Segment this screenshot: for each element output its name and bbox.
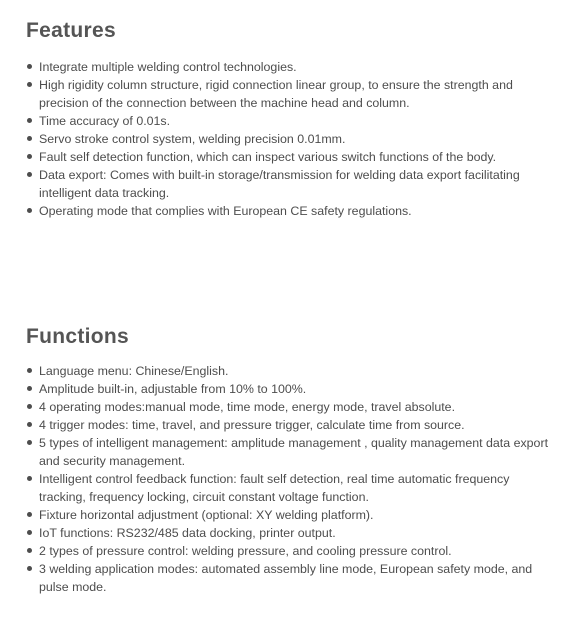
bullet-icon (27, 512, 32, 517)
function-text: 5 types of intelligent management: amplitude management , quality management data export and security management. (39, 436, 549, 468)
feature-item (26, 112, 556, 130)
bullet-icon (27, 64, 32, 69)
bullet-icon (27, 118, 32, 123)
function-text: Intelligent control feedback function: fault self detection, real time automatic frequency tracking, frequency locking, circuit constant voltage function. (39, 472, 510, 504)
function-text: 4 trigger modes: time, travel, and pressure trigger, calculate time from source. (39, 418, 465, 432)
feature-text: Operating mode that complies with European CE safety regulations. (39, 204, 412, 218)
function-text: Fixture horizontal adjustment (optional: XY welding platform). (39, 508, 374, 522)
function-item (26, 380, 556, 398)
feature-item (26, 130, 556, 148)
function-text: Language menu: Chinese/English. (39, 364, 229, 378)
bullet-icon (27, 530, 32, 535)
functions-section (26, 324, 556, 596)
feature-text: Fault self detection function, which can inspect various switch functions of the body. (39, 150, 497, 164)
function-item (26, 362, 556, 380)
functions-title: Functions (26, 325, 130, 348)
feature-item (26, 202, 556, 220)
feature-text: High rigidity column structure, rigid connection linear group, to ensure the strength and precision of the connection between the machine head and column. (39, 78, 513, 110)
function-text: 2 types of pressure control: welding pressure, and cooling pressure control. (39, 544, 452, 558)
feature-item (26, 58, 556, 76)
function-text: 4 operating modes:manual mode, time mode, energy mode, travel absolute. (39, 400, 456, 414)
function-item (26, 524, 556, 542)
function-text: Amplitude built-in, adjustable from 10% to 100%. (39, 382, 307, 396)
feature-item (26, 76, 556, 112)
features-section (26, 18, 556, 220)
feature-text: Time accuracy of 0.01s. (39, 114, 171, 128)
bullet-icon (27, 82, 32, 87)
function-item (26, 434, 556, 470)
bullet-icon (27, 208, 32, 213)
bullet-icon (27, 154, 32, 159)
bullet-icon (27, 386, 32, 391)
feature-item (26, 166, 556, 202)
features-title: Features (26, 19, 116, 42)
feature-text: Integrate multiple welding control technologies. (39, 60, 297, 74)
bullet-icon (27, 404, 32, 409)
function-item (26, 398, 556, 416)
bullet-icon (27, 172, 32, 177)
function-item (26, 506, 556, 524)
feature-text: Data export: Comes with built-in storage/transmission for welding data export facilitating intelligent data tracking. (39, 168, 520, 200)
functions-list (26, 362, 556, 596)
bullet-icon (27, 422, 32, 427)
bullet-icon (27, 440, 32, 445)
bullet-icon (27, 368, 32, 373)
bullet-icon (27, 476, 32, 481)
bullet-icon (27, 548, 32, 553)
bullet-icon (27, 136, 32, 141)
function-item (26, 470, 556, 506)
features-list (26, 58, 556, 220)
function-item (26, 560, 556, 596)
bullet-icon (27, 566, 32, 571)
function-item (26, 416, 556, 434)
function-item (26, 542, 556, 560)
feature-text: Servo stroke control system, welding precision 0.01mm. (39, 132, 346, 146)
function-text: IoT functions: RS232/485 data docking, printer output. (39, 526, 336, 540)
feature-item (26, 148, 556, 166)
function-text: 3 welding application modes: automated assembly line mode, European safety mode, and pulse mode. (39, 562, 533, 594)
